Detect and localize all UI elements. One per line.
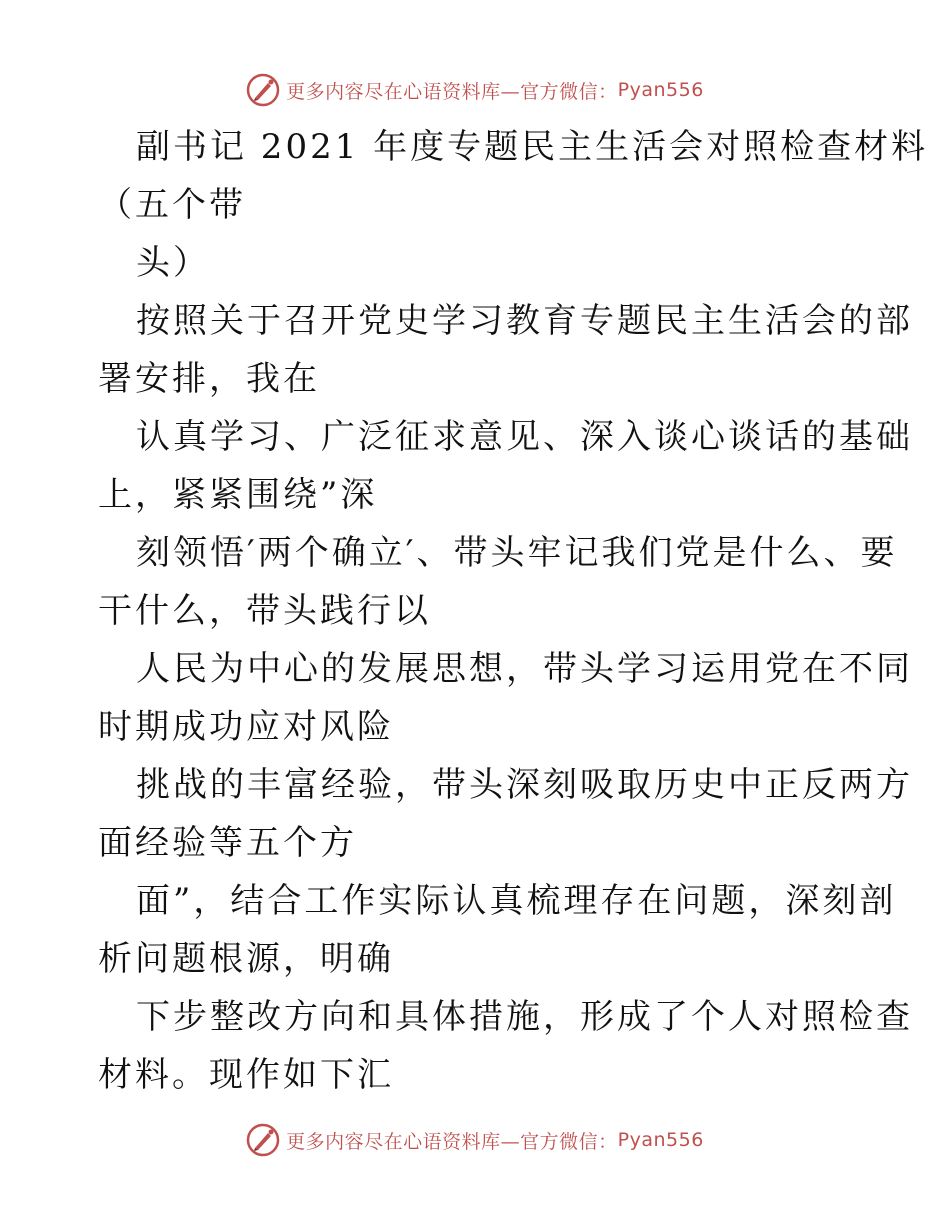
document-line: 干什么，带头践行以	[98, 591, 431, 631]
document-line: 下步整改方向和具体措施，形成了个人对照检查	[136, 997, 913, 1037]
document-line: 头）	[136, 243, 210, 283]
document-line: 析问题根源，明确	[98, 939, 394, 979]
pen-logo-icon	[246, 1123, 280, 1157]
document-line: 按照关于召开党史学习教育专题民主生活会的部	[136, 301, 913, 341]
document-line: 认真学习、广泛征求意见、深入谈心谈话的基础	[136, 417, 913, 457]
watermark-header	[0, 70, 950, 110]
document-line: 挑战的丰富经验，带头深刻吸取历史中正反两方	[136, 765, 913, 805]
document-line: （五个带	[98, 185, 246, 225]
document-line: 时期成功应对风险	[98, 707, 394, 747]
document-line: 人民为中心的发展思想，带头学习运用党在不同	[136, 649, 913, 689]
document-line: 副书记 2021 年度专题民主生活会对照检查材料	[136, 127, 929, 167]
watermark-handle: Pyan556	[617, 1129, 704, 1151]
document-line: 面”，结合工作实际认真梳理存在问题，深刻剖	[136, 881, 897, 921]
watermark-handle: Pyan556	[617, 79, 704, 101]
pen-logo-icon	[246, 73, 280, 107]
watermark-text: 更多内容尽在心语资料库—官方微信：	[286, 1130, 618, 1153]
document-line: 署安排，我在	[98, 359, 320, 399]
document-line: 材料。现作如下汇	[98, 1055, 394, 1095]
watermark-text: 更多内容尽在心语资料库—官方微信：	[286, 80, 618, 103]
document-line: 面经验等五个方	[98, 823, 357, 863]
document-body	[98, 118, 929, 1104]
document-line: 刻领悟′两个确立′、带头牢记我们党是什么、要	[136, 533, 898, 573]
document-line: 上，紧紧围绕”深	[98, 475, 378, 515]
watermark-footer	[0, 1120, 950, 1160]
